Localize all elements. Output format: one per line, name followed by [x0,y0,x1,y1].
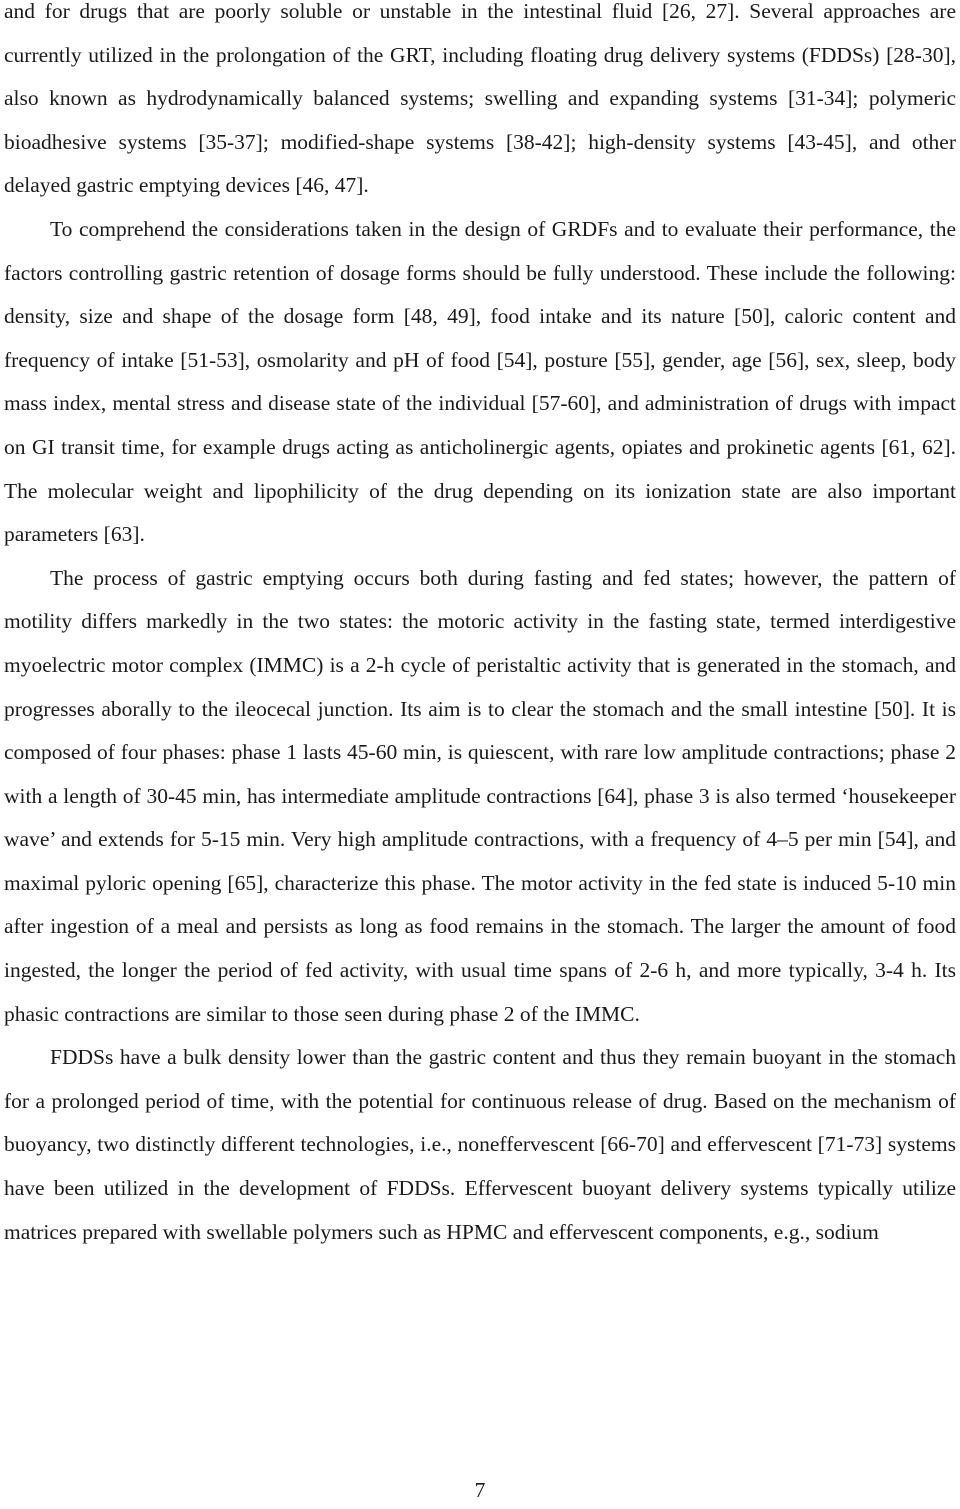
page-number: 7 [474,1478,486,1502]
paragraph-2: To comprehend the considerations taken in the design of GRDFs and to evaluate their performance, the factors controlling gastric retention of dosage forms should be fully understood. These include the following: density, size and shape of the dosage form [48, 49], food intake and its nature [50], caloric content and frequency of intake [51-53], osmolarity and pH of food [54], posture [55], gender, age [56], sex, sleep, body mass index, mental stress and disease state of the individual [57-60], and administration of drugs with impact on GI transit time, for example drugs acting as anticholinergic agents, opiates and prokinetic agents [61, 62]. The molecular weight and lipophilicity of the drug depending on its ionization state are also important parameters [63]. [4,216,956,547]
paragraph-4: FDDSs have a bulk density lower than the gastric content and thus they remain buoyant in the stomach for a prolonged period of time, with the potential for continuous release of drug. Based on the mechanism of buoyancy, two distinctly different technologies, i.e., noneffervescent [66-70] and effervescent [71-73] systems have been utilized in the development of FDDSs. Effervescent buoyant delivery systems typically utilize matrices prepared with swellable polymers such as HPMC and effervescent components, e.g., sodium [4,1045,956,1244]
paragraph-1: and for drugs that are poorly soluble or unstable in the intestinal fluid [26, 27]. Several approaches are currently utilized in the prolongation of the GRT, including floating drug delivery systems (FDDSs) [28-30], also known as hydrodynamically balanced systems; swelling and expanding systems [31-34]; polymeric bioadhesive systems [35-37]; modified-shape systems [38-42]; high-density systems [43-45], and other delayed gastric emptying devices [46, 47]. [4,0,956,198]
paragraph-3: The process of gastric emptying occurs both during fasting and fed states; however, the pattern of motility differs markedly in the two states: the motoric activity in the fasting state, termed interdigestive myoelectric motor complex (IMMC) is a 2-h cycle of peristaltic activity that is generated in the stomach, and progresses aborally to the ileocecal junction. Its aim is to clear the stomach and the small intestine [50]. It is composed of four phases: phase 1 lasts 45-60 min, is quiescent, with rare low amplitude contractions; phase 2 with a length of 30-45 min, has intermediate amplitude contractions [64], phase 3 is also termed ‘housekeeper wave’ and extends for 5-15 min. Very high amplitude contractions, with a frequency of 4–5 per min [54], and maximal pyloric opening [65], characterize this phase. The motor activity in the fed state is induced 5-10 min after ingestion of a meal and persists as long as food remains in the stomach. The larger the amount of food ingested, the longer the period of fed activity, with usual time spans of 2-6 h, and more typically, 3-4 h. Its phasic contractions are similar to those seen during phase 2 of the IMMC. [4,565,956,1026]
